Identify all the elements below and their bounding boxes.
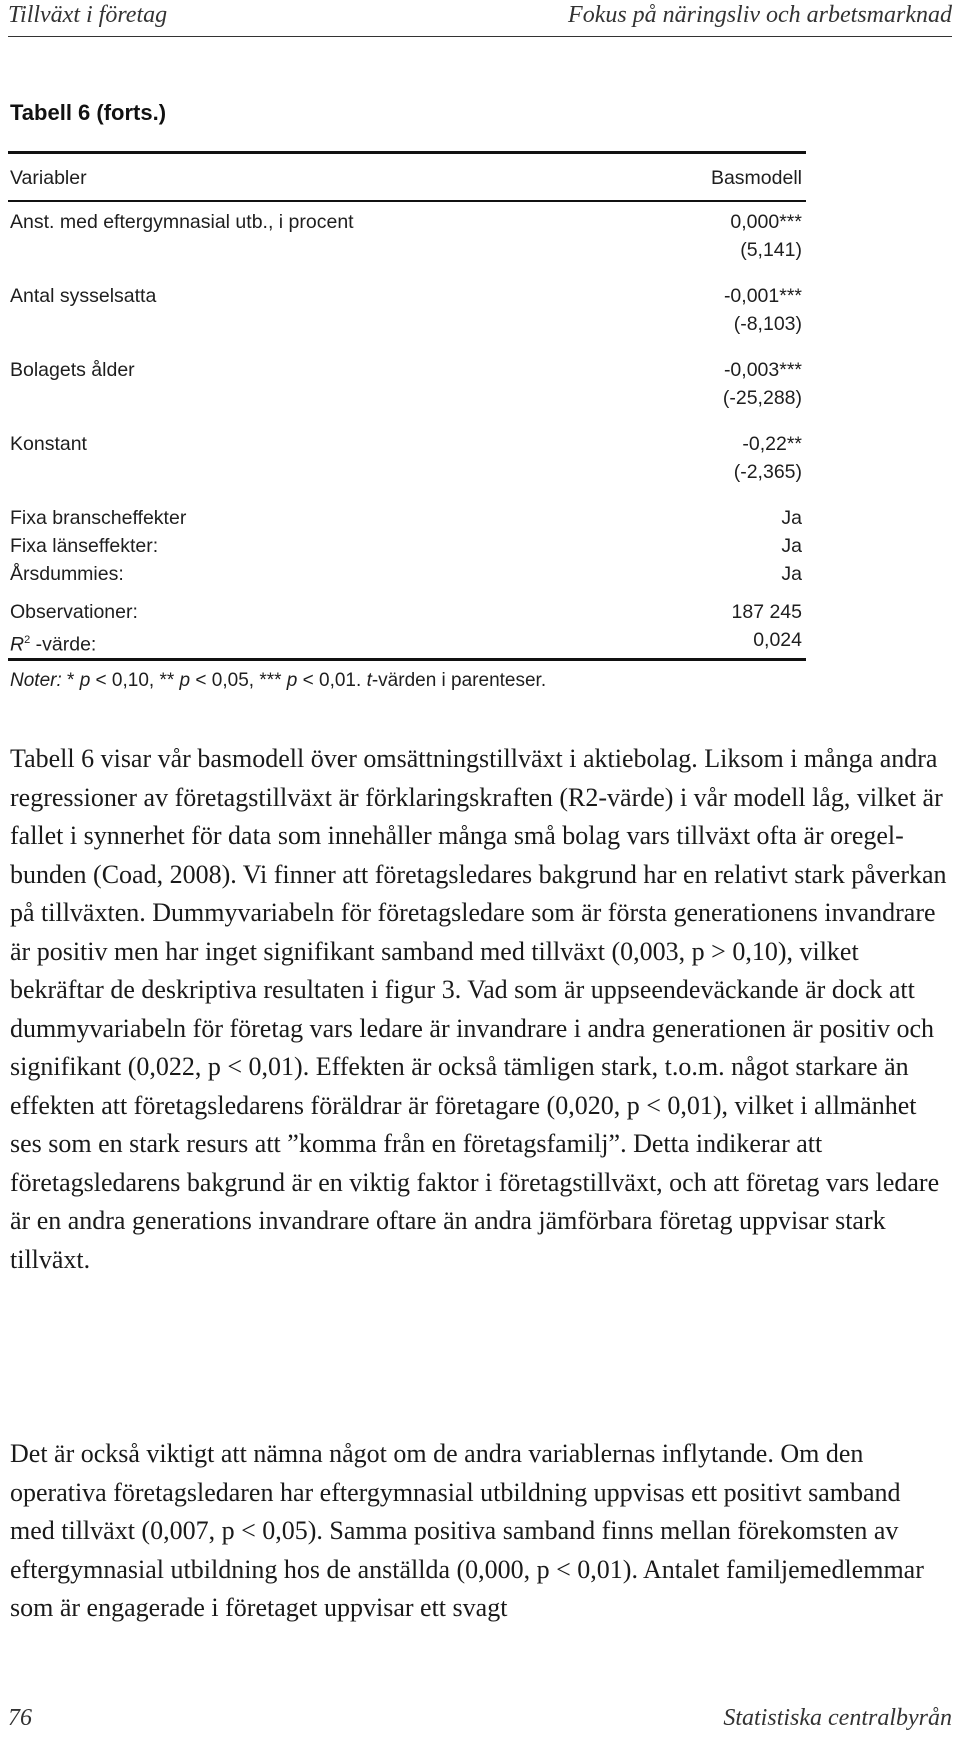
r-superscript: 2 [24,634,31,646]
header-title-left: Tillväxt i företag [8,2,168,28]
row-coefficient: -0,001*** [723,285,802,307]
fixed-effect-value: Ja [781,507,802,529]
table-header-rule [8,200,806,202]
table-top-rule [8,151,806,154]
fixed-effect-value: Ja [781,563,802,585]
row-label: Anst. med eftergymnasial utb., i procent [10,211,354,233]
body-paragraph-1 [10,740,950,1279]
fixed-effect-label: Årsdummies: [10,563,124,585]
table-title: Tabell 6 (forts.) [10,100,167,125]
row-t-value: (-25,288) [722,387,802,409]
r-suffix: -värde: [30,633,97,656]
r-squared-label [10,628,96,657]
body-paragraph-2 [10,1435,950,1628]
note-t: t [366,670,372,691]
note-text: * [61,670,80,691]
note-text: < 0,01. [297,670,367,691]
fixed-effect-value: Ja [781,535,802,557]
row-label: Konstant [10,433,87,455]
table-bottom-rule [8,658,806,661]
row-label: Bolagets ålder [10,359,135,381]
paragraph-text: Tabell 6 visar vår basmodell över omsättningstillväxt i aktiebolag. Liksom i många andra regressioner av företagstillväxt är förklaringskraften (R2-värde) i vår modell låg, vilket är fallet i synnerhet för data som innehåller många små bolag vars tillväxt ofta är oregelbunden (Coad, 2008). Vi finner att företagsledares bakgrund har en relativt stark påverkan på tillväxten. Dummyvariabeln för företagsledare som är första generationens invandrare är positiv men har inget signifikant samband med tillväxt (0,003, p > 0,10), vilket bekräftar de deskriptiva resultaten i figur 3. Vad som är uppseendeväckande är dock att dummyvariabeln för företag vars ledare är invandrare i andra generationen är positiv och signifikant (0,022, p < 0,01). Effekten är också tämligen stark, t.o.m. något starkare än effekten att företagsledarens föräldrar är företagare (0,020, p < 0,01), vilket i allmänhet ses som en stark resurs att ”komma från en företagsfamilj”. Detta indikerar att företagsledarens bakgrund är en viktig faktor i företagstillväxt, och att företag vars ledare är en andra generations invandrare oftare än andra jämförbara företag uppvisar stark tillväxt. [10,744,947,1274]
row-t-value: (-2,365) [733,461,802,483]
row-t-value: (5,141) [740,239,802,261]
row-t-value: (-8,103) [733,313,802,335]
header-title-right: Fokus på näringsliv och arbetsmarknad [568,2,952,28]
column-header-model: Basmodell [710,167,802,189]
row-coefficient: -0,003*** [723,359,802,381]
publisher-name: Statistiska centralbyrån [723,1705,952,1731]
observations-value: 187 245 [731,601,802,623]
note-text: < 0,05, *** [190,670,287,691]
note-text: -värden i parenteser. [371,670,547,691]
r-letter: R [10,633,25,656]
page-number: 76 [8,1705,32,1731]
note-p: p [79,670,91,691]
note-p: p [286,670,298,691]
observations-label: Observationer: [10,601,138,623]
fixed-effect-label: Fixa branscheffekter [10,507,187,529]
r-squared-value: 0,024 [753,629,802,651]
column-header-variable: Variabler [10,167,87,189]
fixed-effect-label: Fixa länseffekter: [10,535,159,557]
paragraph-text: Det är också viktigt att nämna något om de andra variablernas inflytande. Om den operativa företagsledaren har eftergymnasial utbildning uppvisas ett positivt samband med tillväxt (0,007, p < 0,05). Samma positiva samband finns mellan förekomsten av eftergymnasial utbildning hos de anställda (0,000, p < 0,01). Antalet familjemedlemmar som är engagerade i företaget uppvisar ett svagt [10,1439,924,1622]
row-coefficient: -0,22** [742,433,802,455]
note-prefix: Noter: [10,670,62,691]
running-header [8,0,952,37]
note-p: p [179,670,191,691]
row-coefficient: 0,000*** [730,211,802,233]
row-label: Antal sysselsatta [10,285,157,307]
table-note [10,670,546,692]
note-text: < 0,10, ** [90,670,180,691]
